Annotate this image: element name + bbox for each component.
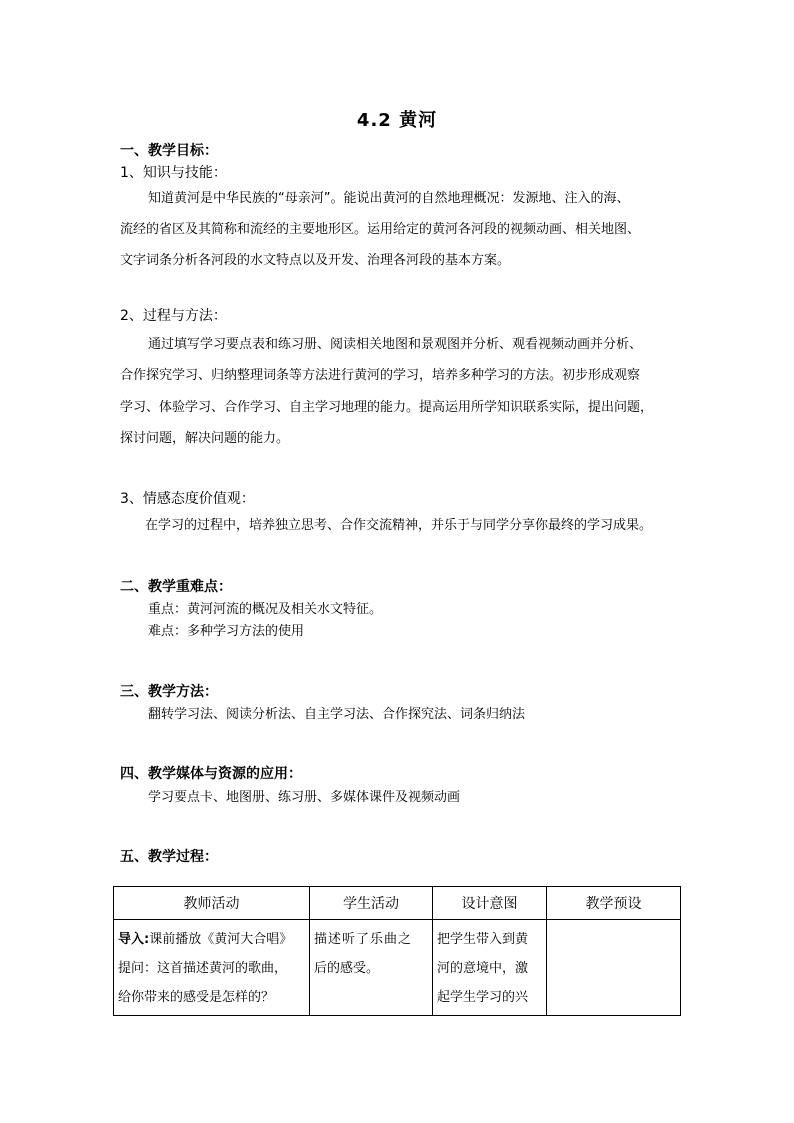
teacher-line-3: 给你带来的感受是怎样的？ <box>118 990 275 1005</box>
cell-teaching-preset <box>547 920 681 1016</box>
section-1-para-2-line-2: 合作探究学习、归纳整理词条等方法进行黄河的学习，培养多种学习的方法。初步形成观察 <box>120 368 641 383</box>
section-1-para-1-line-3: 文字词条分析各河段的水文特点以及开发、治理各河段的基本方案。 <box>120 253 511 268</box>
table-row <box>114 920 681 1016</box>
section-1-heading: 一、教学目标： <box>120 143 218 159</box>
section-1-para-2-line-3: 学习、体验学习、合作学习、自主学习地理的能力。提高运用所学知识联系实际，提出问题， <box>120 400 654 415</box>
cell-teacher-activity <box>114 920 310 1016</box>
section-4-heading: 四、教学媒体与资源的应用： <box>120 766 302 782</box>
cell-design-intent <box>433 920 547 1016</box>
section-1-sub-3: 3、情感态度价值观： <box>120 491 255 507</box>
section-2-heading: 二、教学重难点： <box>120 579 232 595</box>
key-point: 重点：黄河河流的概况及相关水文特征。 <box>148 602 383 617</box>
table-header-row <box>114 887 681 920</box>
difficult-point: 难点：多种学习方法的使用 <box>148 624 305 639</box>
section-1-para-1-line-1: 知道黄河是中华民族的“母亲河”。能说出黄河的自然地理概况：发源地、注入的海、 <box>148 191 630 206</box>
teacher-line-1-text: 课前播放《黄河大合唱》 <box>149 932 293 947</box>
student-line-1: 描述听了乐曲之 <box>314 932 413 947</box>
header-design-intent: 设计意图 <box>433 887 547 920</box>
teaching-process-table <box>113 886 681 1016</box>
header-teaching-preset: 教学预设 <box>547 887 681 920</box>
document-title: 4.2 黄河 <box>356 110 438 131</box>
cell-student-activity <box>310 920 433 1016</box>
teaching-methods: 翻转学习法、阅读分析法、自主学习法、合作探究法、词条归纳法 <box>148 707 526 722</box>
intent-line-1: 把学生带入到黄 <box>437 932 529 947</box>
student-line-2: 后的感受。 <box>314 961 380 976</box>
section-3-heading: 三、教学方法： <box>120 684 218 700</box>
section-5-heading: 五、教学过程： <box>120 849 218 865</box>
intent-line-2: 河的意境中，激 <box>437 961 529 976</box>
media-resources: 学习要点卡、地图册、练习册、多媒体课件及视频动画 <box>148 790 461 805</box>
teacher-line-1 <box>118 925 305 954</box>
intent-line-3: 起学生学习的兴 <box>437 990 529 1005</box>
section-1-para-3: 在学习的过程中，培养独立思考、合作交流精神，并乐于与同学分享你最终的学习成果。 <box>145 518 653 533</box>
section-1-para-2-line-4: 探讨问题，解决问题的能力。 <box>120 431 290 446</box>
section-1-sub-2: 2、过程与方法： <box>120 308 227 324</box>
header-teacher-activity: 教师活动 <box>114 887 310 920</box>
intro-lead: 导入: <box>118 932 150 947</box>
section-1-sub-1: 1、知识与技能： <box>120 165 227 181</box>
header-student-activity: 学生活动 <box>310 887 433 920</box>
section-1-para-1-line-2: 流经的省区及其简称和流经的主要地形区。运用给定的黄河各河段的视频动画、相关地图、 <box>120 222 641 237</box>
section-1-para-2-line-1: 通过填写学习要点表和练习册、阅读相关地图和景观图并分析、观看视频动画并分析、 <box>148 337 643 352</box>
teacher-line-2: 提问：这首描述黄河的歌曲， <box>118 961 288 976</box>
